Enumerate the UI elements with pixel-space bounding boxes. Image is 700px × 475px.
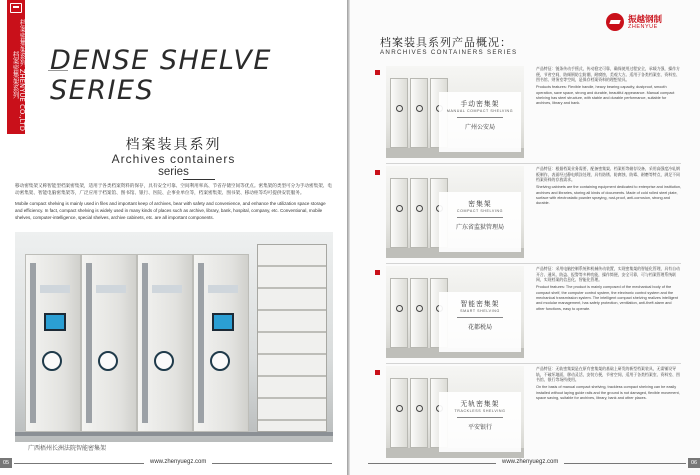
main-product-photo: [15, 232, 333, 442]
product-photo: [386, 166, 524, 258]
handwheel-icon: [210, 351, 230, 371]
product-name-en: TRACKLESS SHELVING: [454, 409, 506, 413]
products-title-en: ANRCHIVES CONTAINERS SERIES: [380, 49, 518, 56]
accent-marker: [375, 70, 380, 75]
product-name-cn: 密集架: [468, 200, 492, 208]
product-case: 广州公安局: [464, 124, 495, 131]
product-text-cn: 产品特征：根据档案业务需要，配备密集架、档案柜等储存设备，采用高强度冷轧钢板制作，表面经过静电喷涂处理，具有防锈、防腐蚀、防霉、耐磨等特点，满足不同档案资料的存放需求。: [536, 166, 680, 183]
footer-url[interactable]: www.zhenyuegz.com: [150, 459, 207, 465]
footer-url[interactable]: www.zhenyuegz.com: [502, 459, 559, 465]
right-page: [350, 0, 700, 475]
product-card: [386, 266, 681, 358]
product-description: [536, 166, 681, 207]
series-underline: [183, 179, 215, 180]
brand-logo: [606, 11, 676, 33]
right-footer: [350, 457, 700, 469]
product-description: [536, 266, 681, 312]
product-card: [386, 366, 681, 458]
handwheel-icon: [154, 351, 174, 371]
left-footer: [0, 457, 347, 469]
products-title-cn: 档案装具系列产品概况：: [380, 36, 512, 49]
product-description: [536, 66, 681, 107]
product-case: 花都税局: [467, 324, 492, 331]
product-name-en: COMPACT SHELVING: [456, 209, 504, 213]
intro-text-cn: 移动密集架又称智能型档案密集架，适用于各类档案资料的保存，具有安全可靠、空间利用率高、节省存储空间等优点。密集架的类型可分为手动密集架、电动密集架、智能电脑密集架等，广泛应用于档案馆、图书馆、银行、医院、企事业单位等，档案密集架、图书架、移动柜等均可提供安装服务。: [15, 184, 332, 196]
product-name-cn: 智能密集架: [460, 300, 500, 308]
brand-mark-icon: [606, 13, 624, 31]
product-label: [439, 292, 521, 352]
accent-marker: [375, 170, 380, 175]
open-shelves: [257, 244, 327, 432]
floor-rail: [15, 432, 333, 436]
control-panel: [212, 313, 234, 331]
ribbon-text: 档案密集架系列 ZHENYUE CO.,LTD 档案密集架系列: [11, 18, 26, 132]
product-photo: [386, 66, 524, 158]
hero-title-line1: DENSE SHELVE: [50, 45, 272, 76]
product-description: [536, 366, 681, 401]
product-text-cn: 产品特征：无轨密集架是在原有密集架的基础上研发的新型档案装具，无需铺设导轨，不破坏地面，移动灵活，安装方便，节省空间，适用于各类档案室、资料室、图书馆、银行等场所使用。: [536, 366, 680, 383]
product-case: 广东省监狱管理局: [455, 224, 504, 231]
product-name-en: SMART SHELVING: [460, 309, 500, 313]
brand-name-cn: 振越钢制: [628, 15, 663, 25]
page-number: 06: [688, 458, 700, 468]
series-title-en: Archives containers: [111, 152, 236, 166]
footer-line: [368, 463, 496, 464]
product-label: [439, 192, 521, 252]
product-text-cn: 产品特征：链条传动手摇式，传动稳定可靠，确保使用过程安全，承载力强，操作方便，节省空间，防倾倒防尘防潮，耐腐蚀，美观大方。适用于各类档案室、资料室、图书馆、财务室等空间，是保存档案资料的理想装具。: [536, 66, 680, 83]
product-name-en: MANUAL COMPACT SHELVING: [446, 109, 514, 113]
product-label: [439, 92, 521, 152]
product-text-en: On the basis of manual compact shelving, trackless compact shelving can be easily installed without laying guide rails and the ground is not damaged, flexible movement, space saving, suitable for archives, library, bank and other places.: [536, 385, 680, 400]
product-card: [386, 166, 681, 258]
handwheel-icon: [98, 351, 118, 371]
shelf-unit: [193, 254, 249, 432]
series-title-cn: 档案装具系列: [125, 137, 222, 153]
product-photo: [386, 266, 524, 358]
product-text-en: Product features: The product is mainly composed of the mechanical body of the compact shelf, the computer control system, the electronic control system and the mechanical transmission system. The intelligent compact shelving realizes intelligent and modular management, has safety protection, ventilation, anti-theft alarm and other functions, easy to operate.: [536, 285, 678, 311]
product-card: [386, 66, 681, 158]
brand-name-en: ZHENYUE: [628, 24, 658, 30]
shelf-unit: [25, 254, 81, 432]
red-ribbon: [7, 0, 25, 134]
product-divider: [386, 163, 681, 164]
control-panel: [44, 313, 66, 331]
product-label: [439, 392, 521, 452]
accent-marker: [375, 270, 380, 275]
left-page: [0, 0, 347, 475]
footer-line: [212, 463, 332, 464]
shelf-unit: [81, 254, 137, 432]
series-title-en2: series: [158, 166, 189, 178]
product-name-cn: 手动密集架: [460, 100, 500, 108]
footer-line: [564, 463, 686, 464]
product-text-en: Products features: Flexible handle, heavy bearing capacity, dustproof, smooth operation, save space, strong and durable, beautiful appearance. Manual compact shelving has steel structure, with stable and durable performance, suitable for archives, library and bank.: [536, 85, 675, 106]
footer-line: [14, 463, 144, 464]
handwheel-icon: [42, 351, 62, 371]
page-number: 05: [0, 458, 12, 468]
hero-title-line2: SERIES: [50, 75, 155, 106]
shelf-unit: [137, 254, 193, 432]
product-text-en: Shelving cabinets are the containing equipment dedicated to enterprise and institution, archives and libraries, storing all kinds of documents. Made of cold rolled steel plate, surface with electrostatic powder spraying, rust-proof, anti-corrosion, strong and durable.: [536, 185, 682, 206]
accent-marker: [375, 370, 380, 375]
product-text-cn: 产品特征：采用电脑控制系统和机械传动装置，实现密集架的智能化管理，具有自动开合、通风、防盗、报警等多种功能，操作简便，安全可靠，可与档案管理系统联网，实现档案的信息化、智能化管理。: [536, 266, 680, 283]
product-name-cn: 无轨密集架: [460, 400, 500, 408]
product-divider: [386, 363, 681, 364]
photo-caption: 广西梧州长洲法院智能密集架: [28, 445, 107, 452]
product-divider: [386, 263, 681, 264]
product-photo: [386, 366, 524, 458]
product-case: 平安银行: [467, 424, 492, 431]
intro-text-en: Mobile compact shelving is mainly used in files and important keep of archives, bear with safety and convenience, and enhance the utilization space storage and efficiency. In fact, compact shelving is widely used in many kinds of places such as archive, library, bank, hospital, company, etc. Conventional, mobile shelves, computer-intelligence, special shelves, archive cabinets, etc. are all important components.: [15, 201, 326, 220]
